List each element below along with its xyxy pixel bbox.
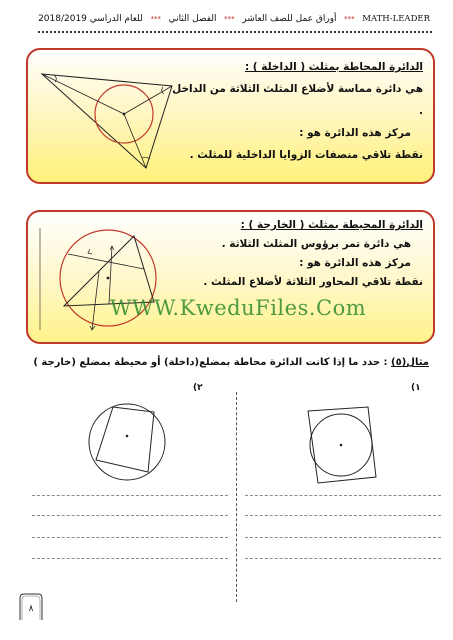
inscribed-definition [168,56,423,166]
school-year: للعام الدراسي 2018/2019 [38,14,143,24]
site-watermark: WWW.KweduFiles.Com [109,296,367,320]
page-header [38,12,430,26]
circumscribed-definition [168,216,423,292]
column-divider [236,392,237,602]
term-text: الفصل الثاني [168,14,217,24]
question-2-figure [85,400,169,484]
example-prompt [19,357,429,368]
separator-stars: *** [224,15,235,23]
question-2-label: (٢ [193,383,203,393]
center-question: مركز هذه الدائرة هو : [299,257,411,269]
answer-line[interactable] [245,495,441,496]
circumscribed-circle-box [26,210,435,344]
answer-line[interactable] [32,537,228,538]
answer-line[interactable] [245,515,441,516]
answer-line[interactable] [32,558,228,559]
box-title: الدائرة المحاطة بمثلث ( الداخلة ) : [244,61,423,73]
question-1-label: (١ [411,383,421,393]
center-answer: نقطة تلاقي المحاور الثلاثة لأضلاع المثلث . [203,276,423,288]
separator-stars: *** [344,15,355,23]
center-answer: نقطة تلاقي منصفات الزوايا الداخلية للمثلث . [189,149,423,161]
answer-line[interactable] [32,495,228,496]
page-number: ٨ [28,604,34,614]
inscribed-circle-box [26,48,435,184]
header-divider [38,31,432,33]
separator-stars: *** [150,15,161,23]
worksheet-title: أوراق عمل للصف العاشر [242,14,337,24]
brand-text: MATH-LEADER [362,14,430,24]
box-title: الدائرة المحيطة بمثلث ( الخارجة ) : [240,219,423,231]
center-question: مركز هذه الدائرة هو : [299,127,411,139]
answer-line[interactable] [245,537,441,538]
incircle-triangle-figure [36,56,178,174]
example-text: : حدد ما إذا كانت الدائرة محاطة بمضلع(داخلة) أو محيطة بمضلع (خارجة ) [33,357,388,368]
answer-line[interactable] [32,515,228,516]
definition-line: هي دائرة مماسة لأضلاع المثلث الثلاثة من الداخل . [172,83,423,117]
answer-line[interactable] [245,558,441,559]
question-1-figure [300,405,382,487]
definition-line: هي دائرة تمر برؤوس المثلث الثلاثة . [221,238,411,250]
example-label: مثال(٥) [391,357,429,368]
